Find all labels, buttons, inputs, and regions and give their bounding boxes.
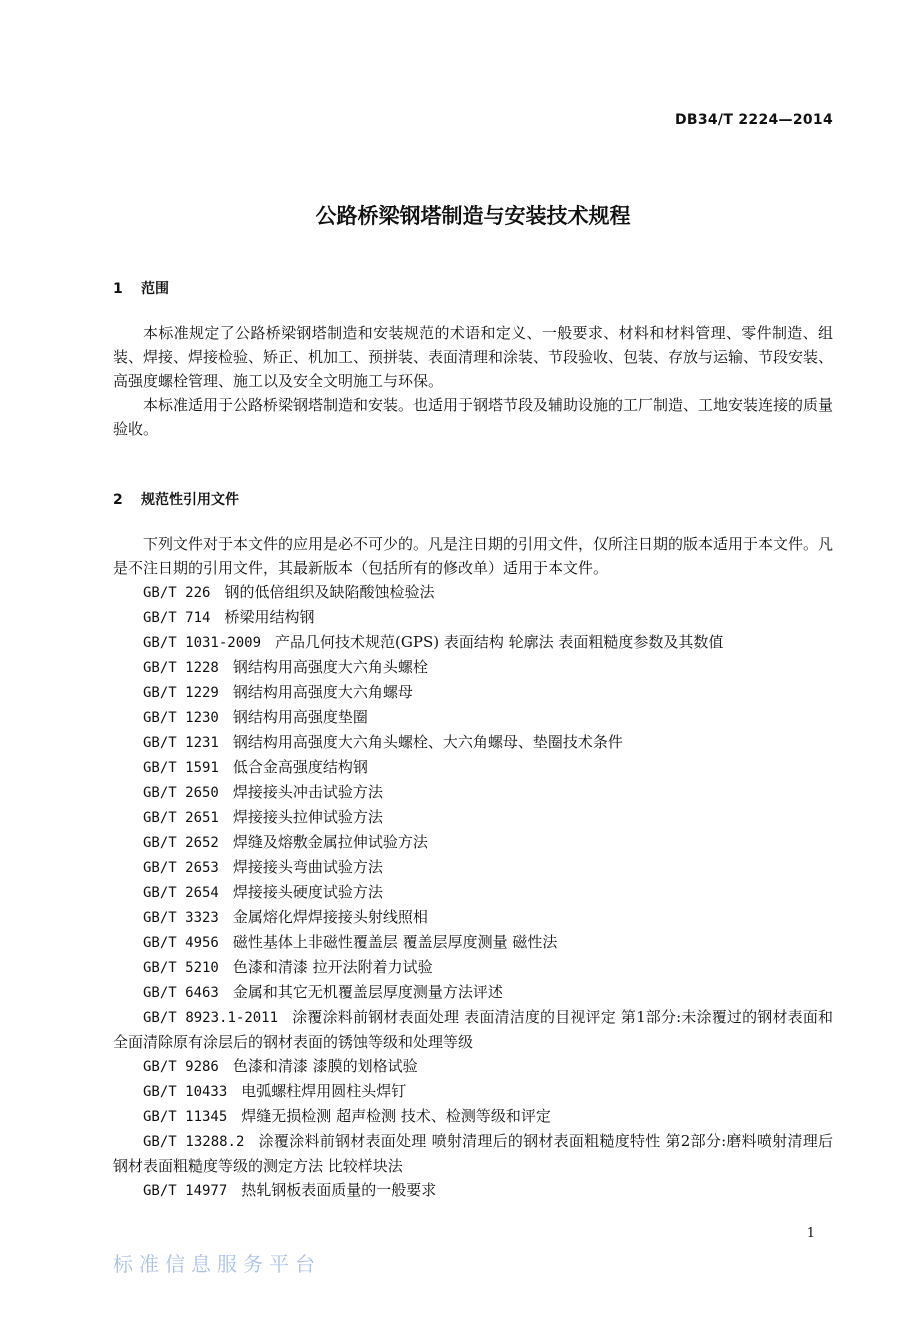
reference-title: 桥梁用结构钢 bbox=[224, 608, 315, 626]
reference-item bbox=[113, 655, 833, 680]
reference-title: 焊缝无损检测 超声检测 技术、检测等级和评定 bbox=[241, 1107, 551, 1125]
reference-code: GB/T 2653 bbox=[143, 860, 219, 876]
reference-code: GB/T 1231 bbox=[143, 735, 219, 751]
reference-code: GB/T 3323 bbox=[143, 910, 219, 926]
reference-title: 色漆和清漆 漆膜的划格试验 bbox=[232, 1057, 418, 1075]
reference-code: GB/T 2650 bbox=[143, 785, 219, 801]
reference-title: 钢的低倍组织及缺陷酸蚀检验法 bbox=[224, 583, 435, 601]
reference-item bbox=[113, 605, 833, 630]
reference-code: GB/T 2652 bbox=[143, 835, 219, 851]
reference-title: 热轧钢板表面质量的一般要求 bbox=[241, 1181, 437, 1199]
reference-title: 焊接接头拉伸试验方法 bbox=[232, 808, 383, 826]
reference-code: GB/T 1591 bbox=[143, 760, 219, 776]
section-heading-normative-references bbox=[113, 490, 833, 510]
reference-item bbox=[113, 930, 833, 955]
reference-code: GB/T 1229 bbox=[143, 685, 219, 701]
reference-code: GB/T 8923.1-2011 bbox=[143, 1010, 279, 1026]
reference-item bbox=[113, 830, 833, 855]
reference-code: GB/T 2651 bbox=[143, 810, 219, 826]
section-title: 范围 bbox=[141, 281, 169, 297]
reference-item bbox=[113, 705, 833, 730]
reference-title: 焊接接头硬度试验方法 bbox=[232, 883, 383, 901]
section-heading-scope bbox=[113, 279, 833, 299]
reference-item bbox=[113, 1079, 833, 1104]
standard-number: DB34/T 2224—2014 bbox=[674, 112, 833, 128]
reference-item bbox=[113, 780, 833, 805]
reference-item bbox=[113, 1104, 833, 1129]
reference-title: 金属熔化焊焊接接头射线照相 bbox=[232, 908, 428, 926]
reference-item bbox=[113, 680, 833, 705]
reference-code: GB/T 4956 bbox=[143, 935, 219, 951]
reference-code: GB/T 5210 bbox=[143, 960, 219, 976]
reference-code: GB/T 14977 bbox=[143, 1183, 228, 1199]
reference-title: 金属和其它无机覆盖层厚度测量方法评述 bbox=[232, 983, 503, 1001]
reference-item bbox=[113, 1054, 833, 1079]
reference-item bbox=[113, 1005, 833, 1054]
reference-code: GB/T 9286 bbox=[143, 1059, 219, 1075]
references-intro-paragraph: 下列文件对于本文件的应用是必不可少的。凡是注日期的引用文件，仅所注日期的版本适用于本文件。凡是不注日期的引用文件，其最新版本（包括所有的修改单）适用于本文件。 bbox=[113, 535, 834, 577]
reference-code: GB/T 6463 bbox=[143, 985, 219, 1001]
reference-title: 钢结构用高强度垫圈 bbox=[232, 708, 368, 726]
reference-item bbox=[113, 755, 833, 780]
reference-title: 焊接接头弯曲试验方法 bbox=[232, 858, 383, 876]
reference-item bbox=[113, 880, 833, 905]
section-number: 1 bbox=[113, 281, 123, 297]
reference-item bbox=[113, 630, 833, 655]
reference-item bbox=[113, 905, 833, 930]
reference-item bbox=[113, 580, 833, 605]
reference-title: 钢结构用高强度大六角螺母 bbox=[232, 683, 413, 701]
reference-list bbox=[113, 580, 833, 1203]
section-number: 2 bbox=[113, 492, 123, 508]
watermark: 标准信息服务平台 bbox=[113, 1252, 321, 1276]
reference-item bbox=[113, 805, 833, 830]
reference-item bbox=[113, 1129, 833, 1178]
reference-code: GB/T 2654 bbox=[143, 885, 219, 901]
reference-title: 涂覆涂料前钢材表面处理 表面清洁度的目视评定 第1部分:未涂覆过的钢材表面和全面清除原有涂层后的钢材表面的锈蚀等级和处理等级 bbox=[113, 1008, 834, 1051]
page-footer bbox=[113, 1225, 833, 1285]
reference-item bbox=[113, 955, 833, 980]
reference-title: 色漆和清漆 拉开法附着力试验 bbox=[232, 958, 433, 976]
scope-paragraph-2: 本标准适用于公路桥梁钢塔制造和安装。也适用于钢塔节段及辅助设施的工厂制造、工地安装连接的质量验收。 bbox=[113, 396, 834, 438]
reference-title: 钢结构用高强度大六角头螺栓 bbox=[232, 658, 428, 676]
reference-code: GB/T 10433 bbox=[143, 1084, 228, 1100]
reference-item bbox=[113, 855, 833, 880]
reference-code: GB/T 1031-2009 bbox=[143, 635, 262, 651]
reference-item bbox=[113, 730, 833, 755]
document-title: 公路桥梁钢塔制造与安装技术规程 bbox=[315, 204, 631, 228]
reference-title: 电弧螺柱焊用圆柱头焊钉 bbox=[241, 1082, 407, 1100]
reference-title: 涂覆涂料前钢材表面处理 喷射清理后的钢材表面粗糙度特性 第2部分:磨料喷射清理后钢材表面粗糙度等级的测定方法 比较样块法 bbox=[113, 1132, 833, 1175]
page-number: 1 bbox=[806, 1226, 815, 1241]
reference-item bbox=[113, 1178, 833, 1203]
reference-code: GB/T 1228 bbox=[143, 660, 219, 676]
reference-item bbox=[113, 980, 833, 1005]
reference-code: GB/T 11345 bbox=[143, 1109, 228, 1125]
reference-code: GB/T 13288.2 bbox=[143, 1134, 245, 1150]
reference-code: GB/T 226 bbox=[143, 585, 211, 601]
reference-title: 焊缝及熔敷金属拉伸试验方法 bbox=[232, 833, 428, 851]
reference-title: 产品几何技术规范(GPS) 表面结构 轮廓法 表面粗糙度参数及其数值 bbox=[275, 633, 724, 651]
reference-title: 低合金高强度结构钢 bbox=[232, 758, 368, 776]
reference-code: GB/T 1230 bbox=[143, 710, 219, 726]
reference-title: 钢结构用高强度大六角头螺栓、大六角螺母、垫圈技术条件 bbox=[232, 733, 623, 751]
reference-title: 焊接接头冲击试验方法 bbox=[232, 783, 383, 801]
reference-title: 磁性基体上非磁性覆盖层 覆盖层厚度测量 磁性法 bbox=[232, 933, 558, 951]
reference-code: GB/T 714 bbox=[143, 610, 211, 626]
scope-paragraph-1: 本标准规定了公路桥梁钢塔制造和安装规范的术语和定义、一般要求、材料和材料管理、零件制造、组装、焊接、焊接检验、矫正、机加工、预拼装、表面清理和涂装、节段验收、包装、存放与运输、节段安装、高强度螺栓管理、施工以及安全文明施工与环保。 bbox=[113, 324, 834, 390]
section-title: 规范性引用文件 bbox=[141, 492, 239, 508]
